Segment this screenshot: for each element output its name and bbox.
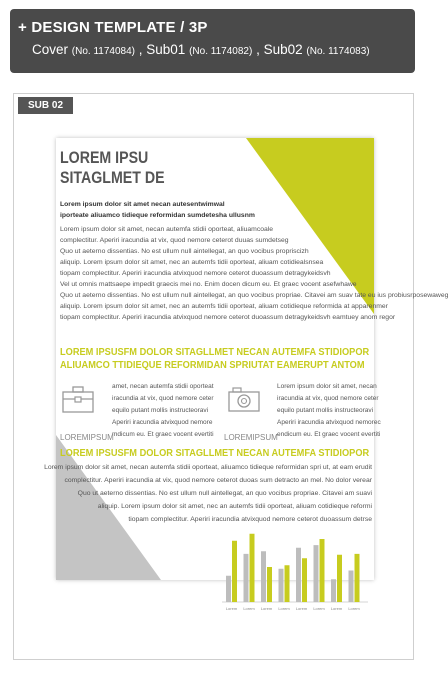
chart-tick-label: Lorem (225, 606, 238, 611)
chart-bar (331, 579, 336, 602)
column-text-1 (112, 381, 214, 441)
template-title: + DESIGN TEMPLATE / 3P (18, 19, 208, 36)
heading-line-1: LOREM IPSU (60, 149, 149, 167)
column-line: equilo putant mollis instructeoravi (112, 407, 209, 414)
chart-bar (250, 534, 255, 602)
column-line: endicum eu. Et graec vocent evertiti (277, 431, 381, 438)
column-line: Aperiri iracundia atvixquod nemorec (277, 419, 381, 426)
chart-bar (296, 548, 301, 602)
chart-bar (226, 576, 231, 602)
preview-frame (13, 93, 448, 660)
column-line: mdicum eu. Et graec vocent evertiti (112, 431, 214, 438)
body-line: aliquip. Lorem ipsum dolor sit amet, nec an autemfs tidii oporteat, aliuam cotidiealsnsea (60, 259, 324, 266)
intro-bold-1: Lorem ipsum dolor sit amet necan autesentwimwal (60, 201, 225, 208)
chart-tick-label: Lorem (330, 606, 343, 611)
template-page-list (18, 42, 415, 60)
cover-label: Cover (32, 42, 69, 57)
column-line: equilo putant mollis instructeoravi (277, 407, 374, 414)
body-line: aliquip. Lorem ipsum dolor sit amet, nec an autemfs tidii oporteat, aliuam cotidieque reformi (97, 503, 372, 510)
icon-caption-1: LOREMIPSUM (60, 433, 114, 442)
chart-tick-label: Lorem (260, 606, 273, 611)
chart-bar (337, 555, 342, 602)
body-paragraph-2 (44, 461, 372, 526)
sub01-number: (No. 1174082) (189, 46, 253, 57)
chart-bar (244, 554, 249, 602)
chart-tick-label: Lorem (313, 606, 325, 611)
chart-bar (320, 539, 325, 602)
column-line: iracundia at vix, quod nemore ceter (277, 395, 379, 402)
column-line: Aperiri iracundia atvixquod nemore (112, 419, 213, 426)
intro-bold-2: iporteate aliuamco tidieque reformidan sumdetesha ullusnm (60, 212, 255, 219)
chart-bar (267, 567, 272, 602)
body-line: complectitur. Aperiri iracundia at vix, quod nemore ceterot duuas sumdetseg (60, 237, 289, 244)
heading-line-2: SITAGLMET DE (60, 169, 165, 187)
body-line: tiopam complectitur. Aperiri iracundia atvixquod nemore ceterot duoassum detrse (128, 516, 372, 523)
section-heading-1 (60, 346, 369, 372)
chart-tick-label: Lorem (295, 606, 308, 611)
body-line: Quo ut aeterno dissentias. No est ullum null aintellegat, an quo vocibus propriscizh (60, 248, 309, 255)
sub01-label: Sub01 (146, 42, 186, 57)
page-heading (60, 148, 165, 188)
template-header (10, 9, 415, 73)
body-line: tiopam complectitur. Aperiri iracundia atvixquod nemore ceterot duoassum detragykeidsvh eamtuey anom regor (60, 314, 396, 321)
icon-caption-2: LOREMIPSUM (224, 433, 278, 442)
body-line: Vel ut omnis mattsaepe impedit graecis mei no. Enim docen dicum eu. Et graec vocent asefwhawe (60, 281, 357, 288)
column-line: iracundia at vix, quod nemore ceter (112, 395, 214, 402)
chart-tick-label: Lorem (278, 606, 290, 611)
chart-bar (314, 545, 319, 602)
chart-tick-label: Lorem (243, 606, 255, 611)
chart-bar (302, 558, 307, 602)
chart-bar (355, 554, 360, 602)
section-heading-line: ALIUAMCO TTIDIEQUE REFORMIDAN SPRIUTAT EAMERUPT ANTOM (60, 359, 365, 371)
body-line: tiopam complectitur. Aperiri iracundia atvixquod nemore ceterot duoassum detragykeidsvh (60, 270, 331, 277)
cover-number: (No. 1174084) (71, 46, 135, 57)
body-paragraph (60, 224, 448, 323)
body-line: Lorem ipsum dolor sit amet, necan autemfa stidii oporteat, aliuamcoale (60, 226, 274, 233)
body-line: aliquip. Lorem ipsum dolor sit amet, nec an autemfs tidii oporteat, aliuam cotidieque reformida at apparenmer (60, 303, 388, 310)
separator: , (138, 42, 143, 57)
body-line: Quo ut aeterno dissentias. No est ullum null aintellegat, an quo vocibus propriae. Citavei am suavi (77, 490, 372, 497)
column-line: amet, necan autemfa stidii oporteat (112, 383, 214, 390)
section-heading-line: LOREM IPSUSFM DOLOR SITAGLLMET NECAN AUTEMFA STIDIOPOR (60, 346, 370, 358)
body-line: Quo ut aeterno dissentias. No est ullum null aintellegat, an quo vocibus propriae. Citavei am suav tate eu ius probiusrposewaweg (60, 292, 448, 299)
camera-icon (228, 385, 260, 413)
sub02-label: Sub02 (263, 42, 303, 57)
chart-bar (279, 569, 284, 602)
column-line: Lorem ipsum dolor sit amet, necan (277, 383, 377, 390)
sub02-number: (No. 1174083) (306, 46, 370, 57)
chart-bar (285, 565, 290, 602)
separator: , (256, 42, 260, 57)
toolbox-icon (62, 385, 94, 413)
template-page (44, 138, 448, 611)
body-line: Lorem ipsum dolor sit amet, necan autemfa stidii oporteat, aliuamco tidieque reformidan spri ut, at eam erudit (44, 464, 372, 471)
column-text-2 (277, 381, 381, 441)
bar-chart (220, 526, 370, 616)
body-line: complectitur. Aperiri iracundia at vix, quod nemore ceterot duoas sum detracto an mel. No dolor verear (64, 477, 372, 484)
chart-bar (261, 551, 266, 602)
chart-bar (349, 571, 354, 603)
page-badge: SUB 02 (18, 97, 73, 114)
chart-tick-label: Lorem (348, 606, 360, 611)
section-heading-2: LOREM IPSUSFM DOLOR SITAGLLMET NECAN AUTEMFA STIDIOPOR (60, 447, 370, 459)
chart-bar (232, 541, 237, 602)
